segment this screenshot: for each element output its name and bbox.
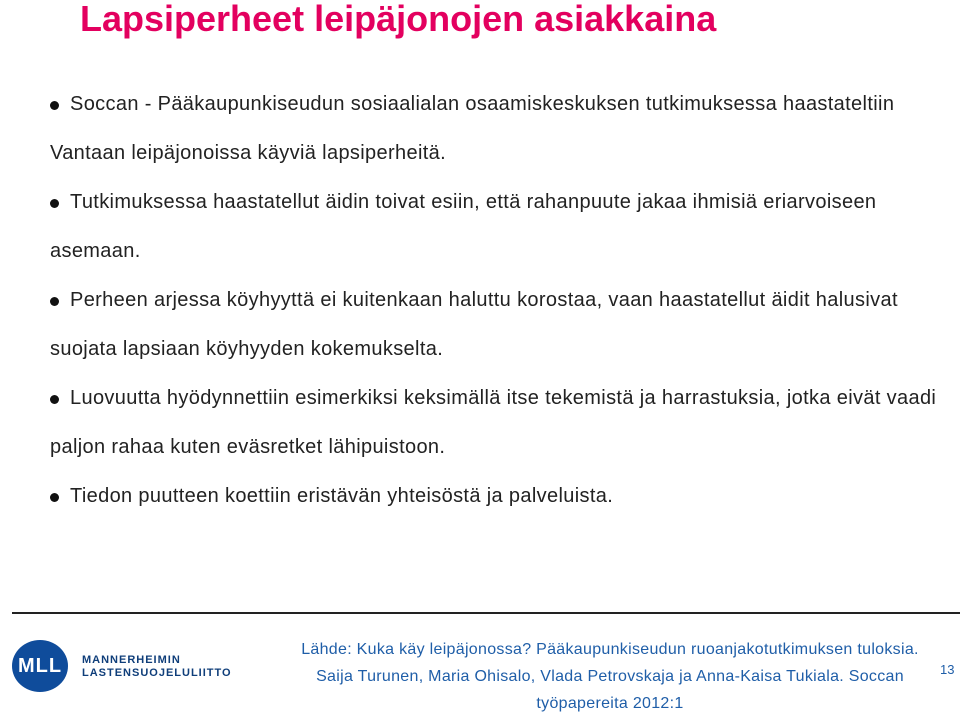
bullet-item: [50, 178, 955, 276]
bullet-icon: [50, 101, 59, 110]
bullet-item: [50, 374, 955, 472]
source-citation: Lähde: Kuka käy leipäjonossa? Pääkaupunkiseudun ruoanjakotutkimuksen tuloksia. Saija Turunen, Maria Ohisalo, Vlada Petrovskaja ja Anna-Kaisa Tukiala. Soccan työpapereita 2012:1: [301, 641, 919, 712]
logo-organization-name: [82, 654, 232, 680]
bullet-icon: [50, 395, 59, 404]
bullet-text: Perheen arjessa köyhyyttä ei kuitenkaan haluttu korostaa, vaan haastatellut äidit halusivat suojata lapsiaan köyhyyden kokemukselta.: [50, 289, 898, 360]
page-number: 13: [940, 662, 955, 677]
bullet-list: [50, 80, 955, 521]
bullet-item: [50, 276, 955, 374]
footer-divider-left: [12, 612, 212, 614]
mll-logo-icon: MLL: [12, 640, 68, 692]
bullet-text: Tiedon puutteen koettiin eristävän yhteisöstä ja palveluista.: [70, 485, 614, 507]
logo-name-line1: MANNERHEIMIN: [82, 654, 181, 666]
slide-title: Lapsiperheet leipäjonojen asiakkaina: [80, 0, 717, 39]
bullet-text: Soccan - Pääkaupunkiseudun sosiaalialan osaamiskeskuksen tutkimuksessa haastateltiin Vantaan leipäjonoissa käyviä lapsiperheitä.: [50, 93, 895, 164]
bullet-text: Luovuutta hyödynnettiin esimerkiksi keksimällä itse tekemistä ja harrastuksia, jotka eivät vaadi paljon rahaa kuten eväsretket lähipuistoon.: [50, 387, 937, 458]
logo-name-line2: LASTENSUOJELULIITTO: [82, 667, 232, 679]
footer-divider-right: [212, 612, 960, 614]
mll-logo: [12, 640, 232, 692]
bullet-icon: [50, 297, 59, 306]
bullet-icon: [50, 493, 59, 502]
bullet-item: [50, 472, 955, 521]
bullet-item: [50, 80, 955, 178]
bullet-icon: [50, 199, 59, 208]
bullet-text: Tutkimuksessa haastatellut äidin toivat esiin, että rahanpuute jakaa ihmisiä eriarvoiseen asemaan.: [50, 191, 877, 262]
